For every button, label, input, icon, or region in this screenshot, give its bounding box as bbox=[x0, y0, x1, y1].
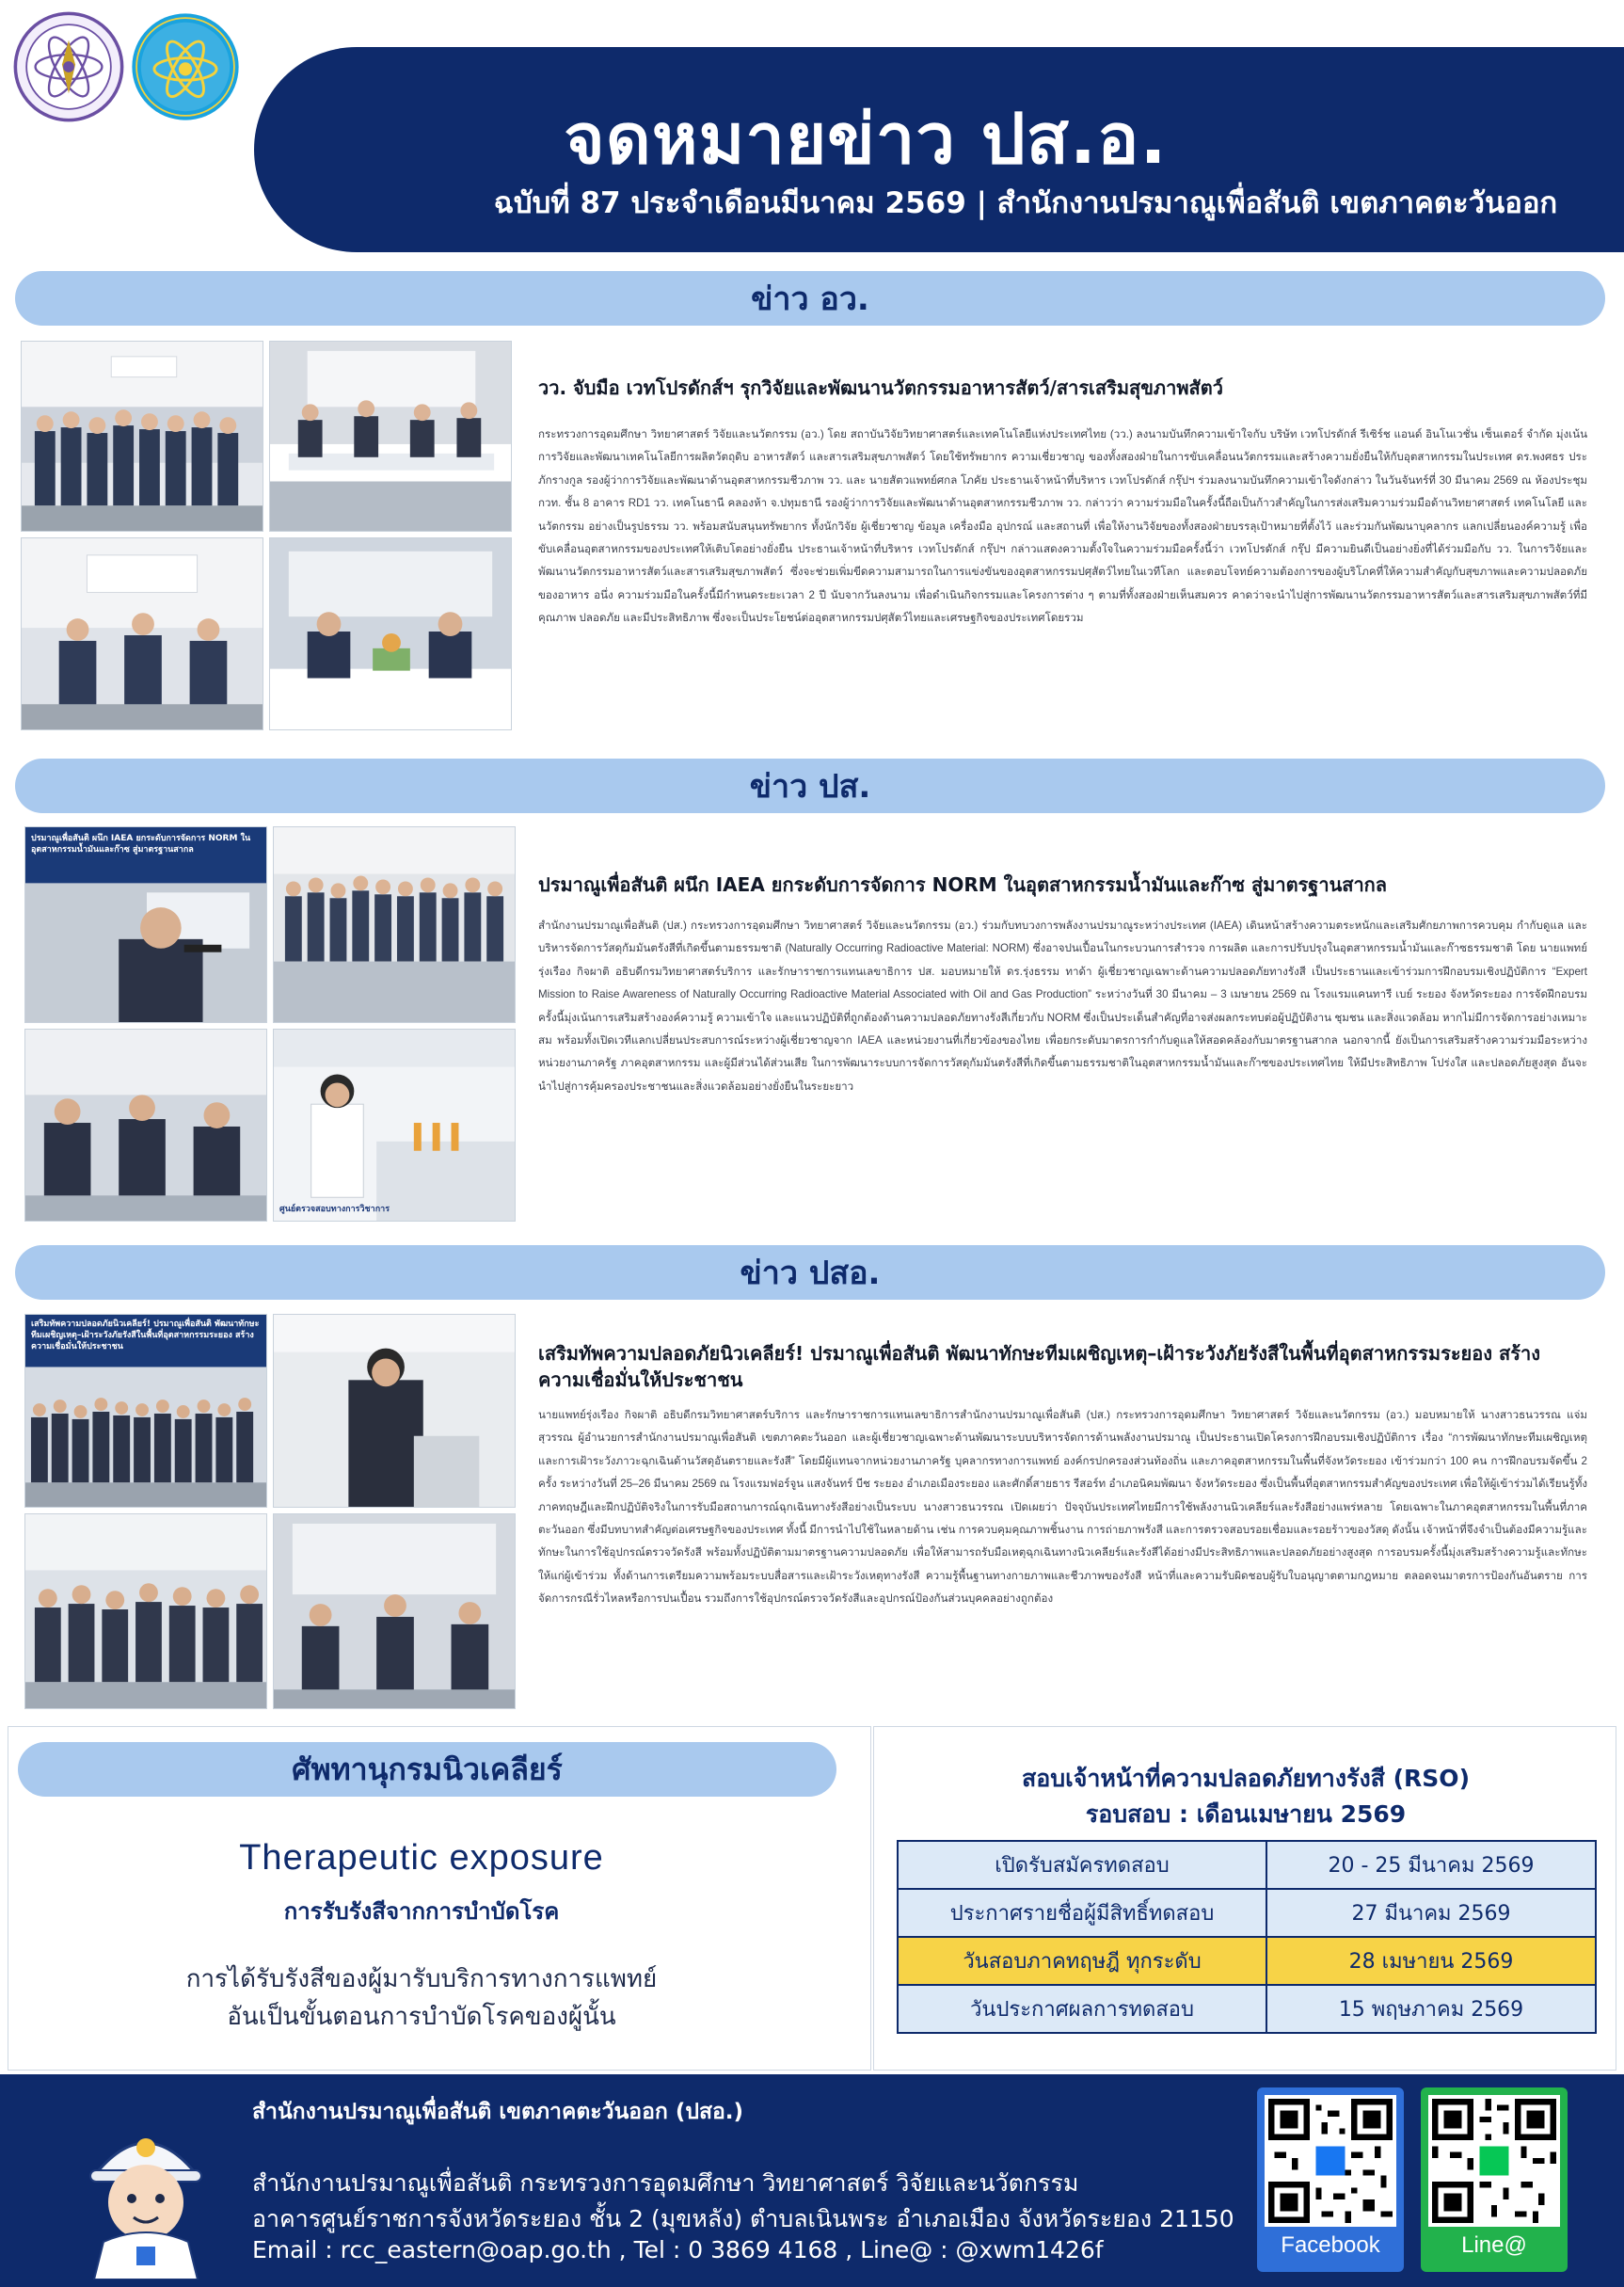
article1-photo-4 bbox=[269, 537, 512, 730]
oap-logo bbox=[130, 11, 241, 122]
tint-logo bbox=[13, 11, 124, 122]
dictionary-term: Therapeutic exposure bbox=[239, 1838, 604, 1878]
table-row bbox=[898, 1841, 1596, 1889]
article3-photo-3 bbox=[24, 1513, 267, 1709]
article2-title: ปรมาณูเพื่อสันติ ผนึก IAEA ยกระดับการจัดการ NORM ในอุตสาหกรรมน้ำมันและก๊าซ สู่มาตรฐานสากล bbox=[538, 873, 1388, 896]
newsletter-title: จดหมายข่าว ปส.อ. bbox=[564, 99, 1168, 180]
rso-row-label: เปิดรับสมัครทดสอบ bbox=[898, 1841, 1266, 1889]
rso-row-value: 15 พฤษภาคม 2569 bbox=[1266, 1985, 1596, 2033]
rso-exam-box bbox=[873, 1726, 1616, 2071]
facebook-qr-code-icon bbox=[1265, 2095, 1396, 2227]
table-row-highlighted bbox=[898, 1937, 1596, 1985]
section-header-mhesi: ข่าว อว. bbox=[15, 271, 1605, 326]
dictionary-heading: ศัพทานุกรมนิวเคลียร์ bbox=[18, 1742, 836, 1797]
article2-photo-3 bbox=[24, 1029, 267, 1222]
section-header-oap: ข่าว ปส. bbox=[15, 759, 1605, 813]
rso-heading bbox=[874, 1761, 1617, 1832]
article3-body: นายแพทย์รุ่งเรือง กิจผาติ อธิบดีกรมวิทยาศาสตร์บริการ และรักษาราชการแทนเลขาธิการสำนักงานปรมาณูเพื่อสันติ (ปส.) กระทรวงการอุดมศึกษา วิทยาศาสตร์ วิจัยและนวัตกรรม (อว.) มอบหมายให้ นางสาวธนวรรณ แจ่มสุวรรณ ผู้อำนวยการสำนักงานปรมาณูเพื่อสันติ เขตภาคตะวันออก และผู้เชี่ยวชาญเฉพาะด้านพัฒนาระบบบริหารจัดการด้านพลังงานปรมาณู เป็นประธานเปิดโครงการฝึกอบรมเชิงปฏิบัติการ เรื่อง “การพัฒนาทักษะทีมเผชิญเหตุและการเฝ้าระวังภาวะฉุกเฉินด้านวัสดุอันตรายและรังสี” โดยมีผู้แทนจากหน่วยงานภาครัฐ บุคลากรทางการแพทย์ องค์กรปกครองส่วนท้องถิ่น และภาคอุตสาหกรรมในพื้นที่จังหวัดระยอง เข้าร่วมกว่า 100 คน การฝึกอบรมจัดขึ้น 2 ครั้ง ระหว่างวันที่ 25–26 มีนาคม 2569 ณ โรงแรมฟอร์จูน แสงจันทร์ บีช ระยอง อำเภอเมืองระยอง และศักดิ์สายธาร รีสอร์ท อำเภอนิคมพัฒนา จังหวัดระยอง ซึ่งเป็นพื้นที่อุตสาหกรรมสำคัญของประเทศ เพื่อให้ผู้เข้าร่วมได้เรียนรู้ทั้งภาคทฤษฎีและฝึกปฏิบัติจริงในการรับมือสถานการณ์ฉุกเฉินทางรังสีอย่างเป็นระบบ นางสาวธนวรรณ เปิดเผยว่า ปัจจุบันประเทศไทยมีการใช้พลังงานนิวเคลียร์และรังสีอย่างแพร่หลาย โดยเฉพาะในภาคอุตสาหกรรมในพื้นที่ภาคตะวันออก ซึ่งมีบทบาทสำคัญต่อเศรษฐกิจของประเทศ ทั้งนี้ มีการนำไปใช้ในหลายด้าน เช่น การควบคุมคุณภาพชิ้นงาน การถ่ายภาพรังสี และการตรวจสอบรอยเชื่อมและรอยร้าวของวัสดุ ดังนั้น เจ้าหน้าที่จึงจำเป็นต้องมีความรู้และทักษะในการใช้อุปกรณ์ตรวจวัดรังสี พร้อมทั้งปฏิบัติตามมาตรฐานความปลอดภัย เพื่อให้สามารถรับมือเหตุฉุกเฉินทางนิวเคลียร์และรังสีได้อย่างมีประสิทธิภาพและปลอดภัยอย่างสูงสุด การอบรมครั้งนี้มุ่งเสริมสร้างความรู้และทักษะให้แก่ผู้เข้าร่วม ทั้งด้านการเตรียมความพร้อมระบบสื่อสารและเฝ้าระวังเหตุทางรังสี ความรู้พื้นฐานทางกายภาพและชีวภาพของรังสี หน้าที่และความรับผิดชอบผู้รับใบอนุญาตตามกฎหมาย ตลอดจนมาตรการป้องกันอันตราย การจัดการกรณีรั่วไหลหรือการปนเปื้อน รวมถึงการใช้อุปกรณ์ตรวจวัดรังสีและอุปกรณ์ป้องกันส่วนบุคคลอย่างถูกต้อง bbox=[538, 1409, 1587, 1606]
article1-body: กระทรวงการอุดมศึกษา วิทยาศาสตร์ วิจัยและนวัตกรรม (อว.) โดย สถาบันวิจัยวิทยาศาสตร์และเทคโนโลยีแห่งประเทศไทย (วว.) ลงนามบันทึกความเข้าใจกับ บริษัท เวทโปรดักส์ รีเซิร์ช แอนด์ อินโนเวชั่น เซ็นเตอร์ จำกัด มุ่งเน้นการวิจัยและพัฒนาเทคโนโลยีการผลิตวัตถุดิบ อาหารสัตว์ และสารเสริมสุขภาพสัตว์ โดยใช้ทรัพยากร ความเชี่ยวชาญ ของทั้งสองฝ่ายในการขับเคลื่อนนวัตกรรมและสร้างความยั่งยืนให้กับอุตสาหกรรมในประเทศ ดร.พงศธร ประภักรางกูล รองผู้ว่าการวิจัยและพัฒนาด้านอุตสาหกรรมชีวภาพ วว. และ นายสัตวแพทย์ศกล โภคัย ประธานเจ้าหน้าที่บริหาร เวทโปรดักส์ กรุ๊ปฯ ร่วมลงนามบันทึกความเข้าใจดังกล่าว ในวันจันทร์ที่ 30 มีนาคม 2569 ณ ห้องประชุม กวท. ชั้น 8 อาคาร RD1 วว. เทคโนธานี คลองห้า จ.ปทุมธานี รองผู้ว่าการวิจัยและพัฒนาด้านอุตสาหกรรมชีวภาพ วว. กล่าวว่า ความร่วมมือในครั้งนี้ถือเป็นก้าวสำคัญในการส่งเสริมความร่วมมือด้านวิทยาศาสตร์ เทคโนโลยี และนวัตกรรม อย่างเป็นรูปธรรม วว. พร้อมสนับสนุนทรัพยากร ทั้งนักวิจัย ผู้เชี่ยวชาญ ข้อมูล เครื่องมือ อุปกรณ์ และสถานที่ เพื่อให้งานวิจัยของทั้งสองฝ่ายบรรลุเป้าหมายที่ตั้งไว้ และร่วมกันพัฒนาบุคลากร แลกเปลี่ยนองค์ความรู้ เพื่อขับเคลื่อนอุตสาหกรรมของประเทศให้เติบโตอย่างยั่งยืน ประธานเจ้าหน้าที่บริหาร เวทโปรดักส์ กรุ๊ปฯ กล่าวแสดงความตั้งใจในความร่วมมือครั้งนี้ว่า เวทโปรดักส์ กรุ๊ป มีความยินดีเป็นอย่างยิ่งที่ได้ร่วมมือกับ วว. ในการวิจัยและพัฒนานวัตกรรมอาหารสัตว์และสารเสริมสุขภาพสัตว์ ซึ่งจะช่วยเพิ่มขีดความสามารถในการแข่งขันของอุตสาหกรรมปศุสัตว์ไทยในเวทีโลก และตอบโจทย์ความต้องการของผู้บริโภคที่ให้ความสำคัญกับสุขภาพและความปลอดภัยของอาหาร อนึ่ง ความร่วมมือในครั้งนี้มีกำหนดระยะเวลา 2 ปี นับจากวันลงนาม เพื่อดำเนินกิจกรรมและโครงการต่าง ๆ ตามที่ทั้งสองฝ่ายเห็นสมควร คาดว่าจะนำไปสู่การพัฒนานวัตกรรมอาหารสัตว์และสารเสริมสุขภาพสัตว์ที่มีคุณภาพ ปลอดภัย และมีประสิทธิภาพ ซึ่งจะเป็นประโยชน์ต่ออุตสาหกรรมปศุสัตว์ไทยและเศรษฐกิจของประเทศโดยรวม bbox=[538, 428, 1587, 625]
dictionary-definition bbox=[8, 1960, 835, 2036]
article2-photo-4 bbox=[273, 1029, 516, 1222]
rso-row-label: วันสอบภาคทฤษฎี ทุกระดับ bbox=[898, 1937, 1266, 1985]
rso-schedule-table bbox=[897, 1840, 1597, 2034]
facebook-qr[interactable] bbox=[1257, 2087, 1404, 2272]
footer-contact: Email : rcc_eastern@oap.go.th , Tel : 0 3869 4168 , Line@ : @xwm1426f bbox=[252, 2236, 1104, 2263]
table-row bbox=[898, 1889, 1596, 1937]
line-qr-code-icon bbox=[1428, 2095, 1560, 2227]
article3-photo-1 bbox=[24, 1314, 267, 1508]
article1-title: วว. จับมือ เวทโปรดักส์ฯ รุกวิจัยและพัฒนานวัตกรรมอาหารสัตว์/สารเสริมสุขภาพสัตว์ bbox=[538, 376, 1223, 399]
article3-photo-2 bbox=[273, 1314, 516, 1508]
article1-photo-2 bbox=[269, 341, 512, 532]
article2-body: สำนักงานปรมาณูเพื่อสันติ (ปส.) กระทรวงการอุดมศึกษา วิทยาศาสตร์ วิจัยและนวัตกรรม (อว.) ร่วมกับทบวงการพลังงานปรมาณูระหว่างประเทศ (IAEA) เดินหน้าสร้างความตระหนักและเสริมศักยภาพการควบคุม กำกับดูแล และบริหารจัดการวัสดุกัมมันตรังสีที่เกิดขึ้นตามธรรมชาติ (Naturally Occurring Radioactive Material: NORM) ซึ่งอาจปนเปื้อนในกระบวนการสำรวจ การผลิต และการปรับปรุงในอุตสาหกรรมน้ำมันและก๊าซธรรมชาติ โดย นายแพทย์รุ่งเรือง กิจผาติ อธิบดีกรมวิทยาศาสตร์บริการ และรักษาราชการแทนเลขาธิการ ปส. มอบหมายให้ ดร.รุ่งธรรม ทาด้า ผู้เชี่ยวชาญเฉพาะด้านความปลอดภัยทางรังสี เป็นประธานและเข้าร่วมการฝึกอบรมเชิงปฏิบัติการ “Expert Mission to Raise Awareness of Naturally Occurring Radioactive Material Associated with Oil and Gas Production” ระหว่างวันที่ 30 มีนาคม – 3 เมษายน 2569 ณ โรงแรมแคนทารี เบย์ ระยอง จังหวัดระยอง การจัดฝึกอบรมครั้งนี้มุ่งเน้นการเสริมสร้างองค์ความรู้ ความเข้าใจ และแนวปฏิบัติที่ถูกต้องด้านความปลอดภัยทางรังสีเกี่ยวกับ NORM ซึ่งเป็นประเด็นสำคัญที่อาจส่งผลกระทบต่อผู้ปฏิบัติงาน ชุมชน และสิ่งแวดล้อม หากไม่มีการจัดการอย่างเหมาะสม พร้อมทั้งเปิดเวทีแลกเปลี่ยนประสบการณ์ระหว่างผู้เชี่ยวชาญจาก IAEA และหน่วยงานที่เกี่ยวข้องของไทย เพื่อยกระดับมาตรการกำกับดูแลให้สอดคล้องกับมาตรฐานสากล นอกจากนี้ ยังเป็นการเสริมสร้างความร่วมมือระหว่างหน่วยงานภาครัฐ ภาคอุตสาหกรรม และผู้มีส่วนได้ส่วนเสีย ในการพัฒนาระบบการจัดการวัสดุกัมมันตรังสีที่เกิดขึ้นตามธรรมชาติในอุตสาหกรรมน้ำมันและก๊าซของประเทศไทย ให้มีประสิทธิภาพ โปร่งใส และปลอดภัยสูงสุด อันจะนำไปสู่การคุ้มครองประชาชนและสิ่งแวดล้อมอย่างยั่งยืนในระยะยาว bbox=[538, 920, 1587, 1093]
article1-photo-3 bbox=[21, 537, 263, 730]
article3-title: เสริมทัพความปลอดภัยนิวเคลียร์! ปรมาณูเพื่อสันติ พัฒนาทักษะทีมเผชิญเหตุ–เฝ้าระวังภัยรังสีในพื้นที่อุตสาหกรรมระยอง สร้างความเชื่อมั่นให้ประชาชน bbox=[538, 1342, 1540, 1391]
article2-photo-2 bbox=[273, 826, 516, 1023]
dictionary-term-thai: การรับรังสีจากการบำบัดโรค bbox=[283, 1898, 560, 1925]
article3-photo-1-caption: เสริมทัพความปลอดภัยนิวเคลียร์! ปรมาณูเพื่อสันติ พัฒนาทักษะทีมเผชิญเหตุ–เฝ้าระวังภัยรังสีในพื้นที่อุตสาหกรรมระยอง สร้างความเชื่อมั่นให้ประชาชน bbox=[31, 1319, 260, 1351]
nuclear-dictionary-box bbox=[8, 1726, 871, 2071]
table-row bbox=[898, 1985, 1596, 2033]
rso-title: สอบเจ้าหน้าที่ความปลอดภัยทางรังสี (RSO) bbox=[1022, 1765, 1470, 1792]
section-header-oap-east: ข่าว ปสอ. bbox=[15, 1245, 1605, 1300]
dictionary-definition-line2: อันเป็นขั้นตอนการบำบัดโรคของผู้นั้น bbox=[227, 2003, 616, 2031]
mascot-icon bbox=[56, 2091, 235, 2279]
article2-photo-1 bbox=[24, 826, 267, 1023]
article3-photo-4 bbox=[273, 1513, 516, 1709]
facebook-label: Facebook bbox=[1281, 2232, 1380, 2258]
rso-row-value: 28 เมษายน 2569 bbox=[1266, 1937, 1596, 1985]
line-qr[interactable] bbox=[1421, 2087, 1568, 2272]
rso-round: รอบสอบ : เดือนเมษายน 2569 bbox=[1085, 1800, 1407, 1828]
footer bbox=[0, 2074, 1624, 2287]
article2-photo-4-caption: ศูนย์ตรวจสอบทางการวิชาการ bbox=[279, 1205, 390, 1214]
rso-row-value: 27 มีนาคม 2569 bbox=[1266, 1889, 1596, 1937]
footer-ministry: สำนักงานปรมาณูเพื่อสันติ กระทรวงการอุดมศึกษา วิทยาศาสตร์ วิจัยและนวัตกรรม bbox=[252, 2169, 1079, 2197]
footer-office-name: สำนักงานปรมาณูเพื่อสันติ เขตภาคตะวันออก (ปสอ.) bbox=[252, 2100, 744, 2124]
rso-row-label: วันประกาศผลการทดสอบ bbox=[898, 1985, 1266, 2033]
rso-row-label: ประกาศรายชื่อผู้มีสิทธิ์ทดสอบ bbox=[898, 1889, 1266, 1937]
newsletter-subtitle: ฉบับที่ 87 ประจำเดือนมีนาคม 2569 | สำนักงานปรมาณูเพื่อสันติ เขตภาคตะวันออก bbox=[493, 186, 1558, 220]
dictionary-definition-line1: การได้รับรังสีของผู้มารับบริการทางการแพทย์ bbox=[185, 1965, 658, 1993]
rso-row-value: 20 - 25 มีนาคม 2569 bbox=[1266, 1841, 1596, 1889]
line-label: Line@ bbox=[1461, 2232, 1527, 2258]
article1-photo-1 bbox=[21, 341, 263, 532]
footer-address: อาคารศูนย์ราชการจังหวัดระยอง ชั้น 2 (มุขหลัง) ตำบลเนินพระ อำเภอเมือง จังหวัดระยอง 21150 bbox=[252, 2205, 1234, 2232]
article2-photo-1-caption: ปรมาณูเพื่อสันติ ผนึก IAEA ยกระดับการจัดการ NORM ในอุตสาหกรรมน้ำมันและก๊าซ สู่มาตรฐานสากล bbox=[31, 834, 251, 855]
